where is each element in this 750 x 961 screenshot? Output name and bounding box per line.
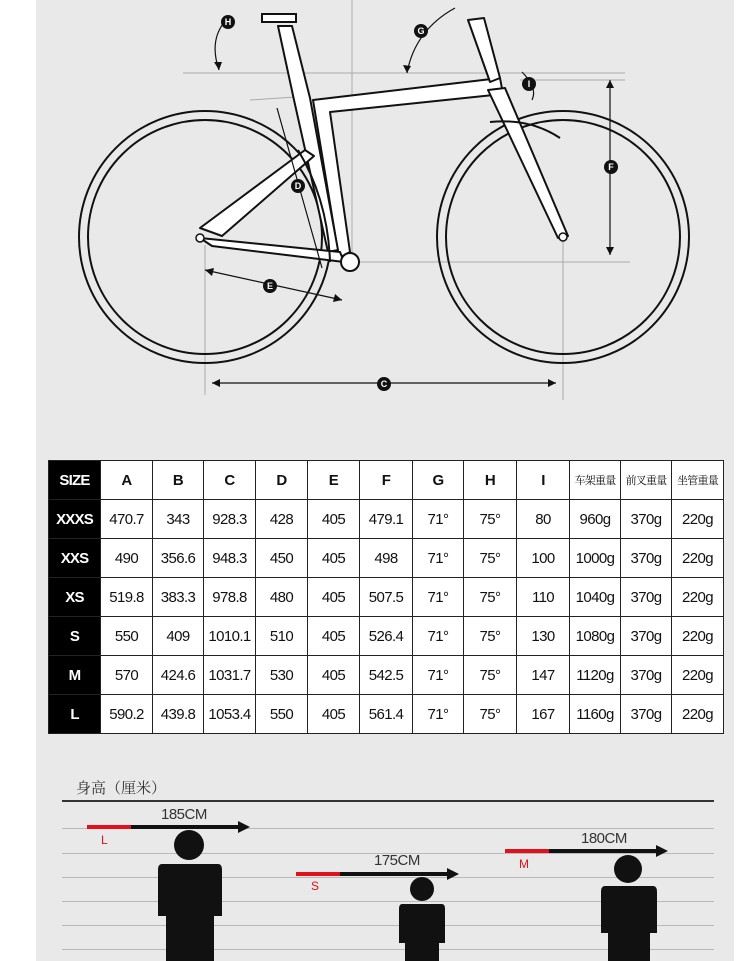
bike-geometry-diagram [0,0,750,430]
person-icon-medium [600,855,658,961]
table-cell: 130 [517,617,570,656]
table-cell: 75° [464,617,517,656]
table-cell: 220g [672,656,724,695]
table-cell: 978.8 [204,578,256,617]
geometry-table [48,460,724,734]
header-I: I [517,461,570,500]
table-cell: 960g [570,500,621,539]
table-cell: 75° [464,539,517,578]
marker-C [377,377,391,391]
marker-I-label: I [527,79,531,89]
marker-E-label: E [266,281,274,291]
marker-F [604,160,618,174]
top-and-down-tube-outline [313,78,503,258]
table-cell: 75° [464,578,517,617]
table-cell: 550 [256,695,308,734]
size-cell: XS [49,578,101,617]
size-cell: M [49,656,101,695]
table-cell: 71° [413,617,464,656]
table-cell: 570 [101,656,153,695]
table-cell: 590.2 [101,695,153,734]
table-row [49,539,724,578]
front-axle [559,233,567,241]
table-cell: 220g [672,578,724,617]
height-chart-top-rule [62,800,714,802]
table-cell: 409 [153,617,204,656]
header-fork-weight: 前叉重量 [621,461,672,500]
table-cell: 71° [413,500,464,539]
table-cell: 147 [517,656,570,695]
marker-H-label: H [224,17,232,27]
table-cell: 356.6 [153,539,204,578]
size-cell: S [49,617,101,656]
table-cell: 480 [256,578,308,617]
table-cell: 370g [621,695,672,734]
height-label-175: 175CM [374,852,420,869]
table-cell: 405 [308,539,360,578]
table-cell: 1040g [570,578,621,617]
table-cell: 1080g [570,617,621,656]
marker-G [414,24,428,38]
table-cell: 220g [672,617,724,656]
height-chart [62,800,714,961]
header-A: A [101,461,153,500]
size-cell: XXS [49,539,101,578]
marker-D [291,179,305,193]
size-label-S: S [311,879,320,893]
table-cell: 424.6 [153,656,204,695]
table-cell: 542.5 [360,656,413,695]
marker-C-label: C [380,379,388,389]
table-cell: 167 [517,695,570,734]
header-C: C [204,461,256,500]
table-cell: 1160g [570,695,621,734]
table-cell: 383.3 [153,578,204,617]
table-cell: 405 [308,617,360,656]
size-label-M: M [519,857,529,871]
header-E: E [308,461,360,500]
header-G: G [413,461,464,500]
rear-axle [196,234,204,242]
table-cell: 71° [413,656,464,695]
table-cell: 370g [621,617,672,656]
table-cell: 1120g [570,656,621,695]
table-row [49,500,724,539]
height-section-title: 身高（厘米） [76,780,167,797]
marker-G-label: G [417,26,425,36]
table-row [49,578,724,617]
table-cell: 343 [153,500,204,539]
header-D: D [256,461,308,500]
table-cell: 75° [464,695,517,734]
header-B: B [153,461,204,500]
table-cell: 561.4 [360,695,413,734]
table-cell: 75° [464,500,517,539]
table-row [49,617,724,656]
marker-H [221,15,235,29]
table-cell: 1000g [570,539,621,578]
bottom-bracket [341,253,359,271]
steerer-stem [468,18,500,82]
marker-D-label: D [294,181,302,191]
table-cell: 220g [672,539,724,578]
header-seatpost-weight: 坐管重量 [672,461,724,500]
marker-F-label: F [608,162,614,172]
dimension-G-arc [407,8,455,73]
table-cell: 550 [101,617,153,656]
table-cell: 370g [621,578,672,617]
person-icon-small [398,877,446,961]
table-cell: 1053.4 [204,695,256,734]
header-size: SIZE [49,461,101,500]
height-label-185: 185CM [161,806,207,823]
table-cell: 530 [256,656,308,695]
table-cell: 928.3 [204,500,256,539]
table-cell: 1031.7 [204,656,256,695]
table-row [49,695,724,734]
size-label-L: L [101,833,108,847]
table-cell: 220g [672,500,724,539]
table-cell: 405 [308,500,360,539]
table-cell: 110 [517,578,570,617]
table-body [49,500,724,734]
table-cell: 370g [621,500,672,539]
person-icon-large [156,830,224,961]
table-cell: 510 [256,617,308,656]
table-cell: 450 [256,539,308,578]
table-cell: 370g [621,656,672,695]
size-cell: XXXS [49,500,101,539]
marker-I [522,77,536,91]
table-cell: 405 [308,695,360,734]
table-cell: 220g [672,695,724,734]
header-H: H [464,461,517,500]
seat-clamp [262,14,296,22]
table-cell: 80 [517,500,570,539]
table-cell: 71° [413,578,464,617]
table-cell: 519.8 [101,578,153,617]
table-cell: 507.5 [360,578,413,617]
table-row [49,656,724,695]
table-cell: 370g [621,539,672,578]
table-cell: 428 [256,500,308,539]
table-cell: 479.1 [360,500,413,539]
table-cell: 75° [464,656,517,695]
table-cell: 71° [413,695,464,734]
table-cell: 439.8 [153,695,204,734]
size-cell: L [49,695,101,734]
header-frame-weight: 车架重量 [570,461,621,500]
header-F: F [360,461,413,500]
table-header-row [49,461,724,500]
table-cell: 470.7 [101,500,153,539]
table-cell: 71° [413,539,464,578]
table-cell: 498 [360,539,413,578]
table-cell: 526.4 [360,617,413,656]
bike-frame [200,18,568,262]
table-cell: 948.3 [204,539,256,578]
seat-stay [200,150,314,236]
marker-E [263,279,277,293]
table-cell: 490 [101,539,153,578]
table-cell: 100 [517,539,570,578]
table-cell: 405 [308,656,360,695]
table-cell: 405 [308,578,360,617]
height-label-180: 180CM [581,830,627,847]
table-cell: 1010.1 [204,617,256,656]
